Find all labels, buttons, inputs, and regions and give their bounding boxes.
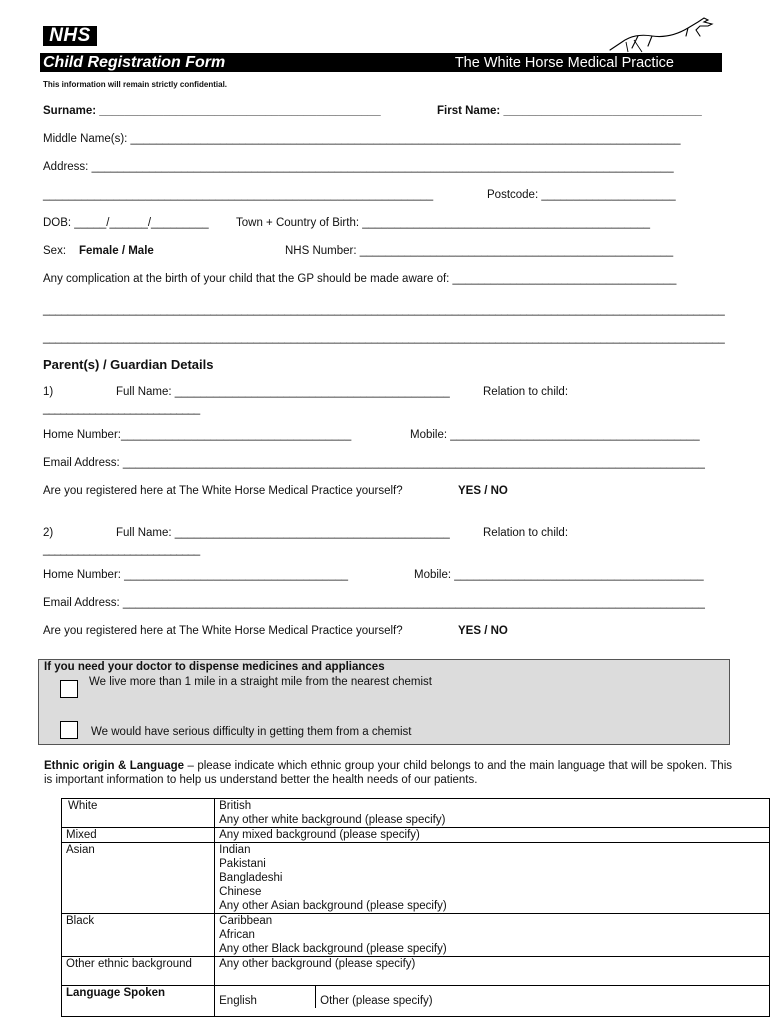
table-row [62,957,770,986]
option-item[interactable]: Pakistani [219,858,266,870]
dispensing-title: If you need your doctor to dispense medicines and appliances [44,661,385,673]
first-name-field[interactable]: First Name: _______________________________ [437,105,702,117]
surname-field[interactable]: Surname: ____________________________________________ [43,105,381,117]
option-item[interactable]: Any other background (please specify) [219,958,416,970]
guardian-2-number: 2) [43,527,54,539]
ethnic-description [44,759,732,787]
option-item[interactable]: Indian [219,844,251,856]
dispensing-checkbox-1[interactable] [60,680,78,698]
language-row [62,986,770,1017]
ethnic-options-white[interactable] [215,799,770,828]
horse-logo-icon [608,12,718,54]
dob-field[interactable]: DOB: _____/______/_________ [43,217,209,229]
language-options [215,986,770,1017]
option-item[interactable]: British [219,800,252,812]
table-row [62,799,770,828]
guardian-2-yes-no[interactable]: YES / NO [458,625,508,637]
ethnic-group-mixed: Mixed [62,828,215,843]
option-item[interactable]: Caribbean [219,915,273,927]
ethnic-options-asian[interactable] [215,843,770,914]
guardian-1-relation-label: Relation to child: [483,386,569,398]
language-english[interactable]: English [215,986,316,1008]
guardian-1-email[interactable]: Email Address: ___________________________________________________________________________________________ [43,457,705,469]
ethnic-options-other[interactable] [215,957,770,986]
guardian-1-relation-field[interactable]: ___________________________ [43,403,200,415]
guardian-1-full-name[interactable]: Full Name: ___________________________________________ [116,386,450,398]
address-field[interactable]: Address: ___________________________________________________________________________________________ [43,161,674,173]
dispensing-checkbox-2[interactable] [60,721,78,739]
ethnic-group-black: Black [62,914,215,957]
sex-label: Sex: [43,245,67,257]
guardian-1-home-number[interactable]: Home Number:____________________________________ [43,429,352,441]
guardian-2-email[interactable]: Email Address: ___________________________________________________________________________________________ [43,597,705,609]
ethnic-options-mixed[interactable] [215,828,770,843]
option-item[interactable]: Chinese [219,886,262,898]
guardian-2-relation-field[interactable]: ___________________________ [43,544,200,556]
option-item[interactable]: African [219,929,255,941]
ethnic-options-black[interactable] [215,914,770,957]
practice-name: The White Horse Medical Practice [454,55,674,71]
table-row [62,843,770,914]
birth-complication-field[interactable]: Any complication at the birth of your child that the GP should be made aware of: ___________________________________ [43,273,677,285]
nhs-logo: NHS [43,26,97,46]
guardian-2-registered-question: Are you registered here at The White Horse Medical Practice yourself? [43,625,403,637]
ethnic-group-white: White [62,799,215,828]
title-bar [40,53,722,72]
guardian-2-full-name[interactable]: Full Name: ___________________________________________ [116,527,450,539]
ethnic-table [61,798,770,1017]
sex-options[interactable]: Female / Male [79,245,154,257]
table-row [62,828,770,843]
option-item[interactable]: Any mixed background (please specify) [219,829,420,841]
guardian-section-heading: Parent(s) / Guardian Details [43,357,214,372]
guardian-1-mobile[interactable]: Mobile: _______________________________________ [410,429,700,441]
option-item[interactable]: Any other Black background (please specify) [219,943,447,955]
complication-line-1[interactable]: ______________________________________________________________________________________________________________ [43,304,725,316]
dispensing-option-2: We would have serious difficulty in getting them from a chemist [91,726,412,738]
confidential-note: This information will remain strictly confidential. [43,80,228,89]
guardian-1-yes-no[interactable]: YES / NO [458,485,508,497]
ethnic-description-text: – please indicate which ethnic group your child belongs to and the main language that will be spoken. This is important information to help us understand better the health needs of our patients. [44,760,733,786]
ethnic-group-other: Other ethnic background [62,957,215,986]
nhs-number-field[interactable]: NHS Number: _________________________________________________ [285,245,674,257]
table-row [62,914,770,957]
dispensing-option-1: We live more than 1 mile in a straight mile from the nearest chemist [89,676,433,688]
language-other[interactable]: Other (please specify) [320,995,433,1007]
option-item[interactable]: Bangladeshi [219,872,283,884]
form-title: Child Registration Form [43,54,226,71]
address-line-2[interactable]: _____________________________________________________________ [43,189,434,201]
guardian-2-home-number[interactable]: Home Number: ___________________________________ [43,569,349,581]
guardian-2-mobile[interactable]: Mobile: _______________________________________ [414,569,704,581]
guardian-1-number: 1) [43,386,54,398]
guardian-1-registered-question: Are you registered here at The White Horse Medical Practice yourself? [43,485,403,497]
dispensing-box [38,659,730,745]
option-item[interactable]: Any other Asian background (please specify) [219,900,447,912]
ethnic-group-asian: Asian [62,843,215,914]
guardian-2-relation-label: Relation to child: [483,527,569,539]
language-label: Language Spoken [62,986,215,1017]
option-item[interactable]: Any other white background (please specify) [219,814,446,826]
middle-names-field[interactable]: Middle Name(s): ______________________________________________________________________________________ [43,133,681,145]
ethnic-heading: Ethnic origin & Language [44,760,185,772]
town-country-field[interactable]: Town + Country of Birth: _____________________________________________ [236,217,651,229]
postcode-field[interactable]: Postcode: _____________________ [487,189,676,201]
complication-line-2[interactable]: ______________________________________________________________________________________________________________ [43,332,725,344]
